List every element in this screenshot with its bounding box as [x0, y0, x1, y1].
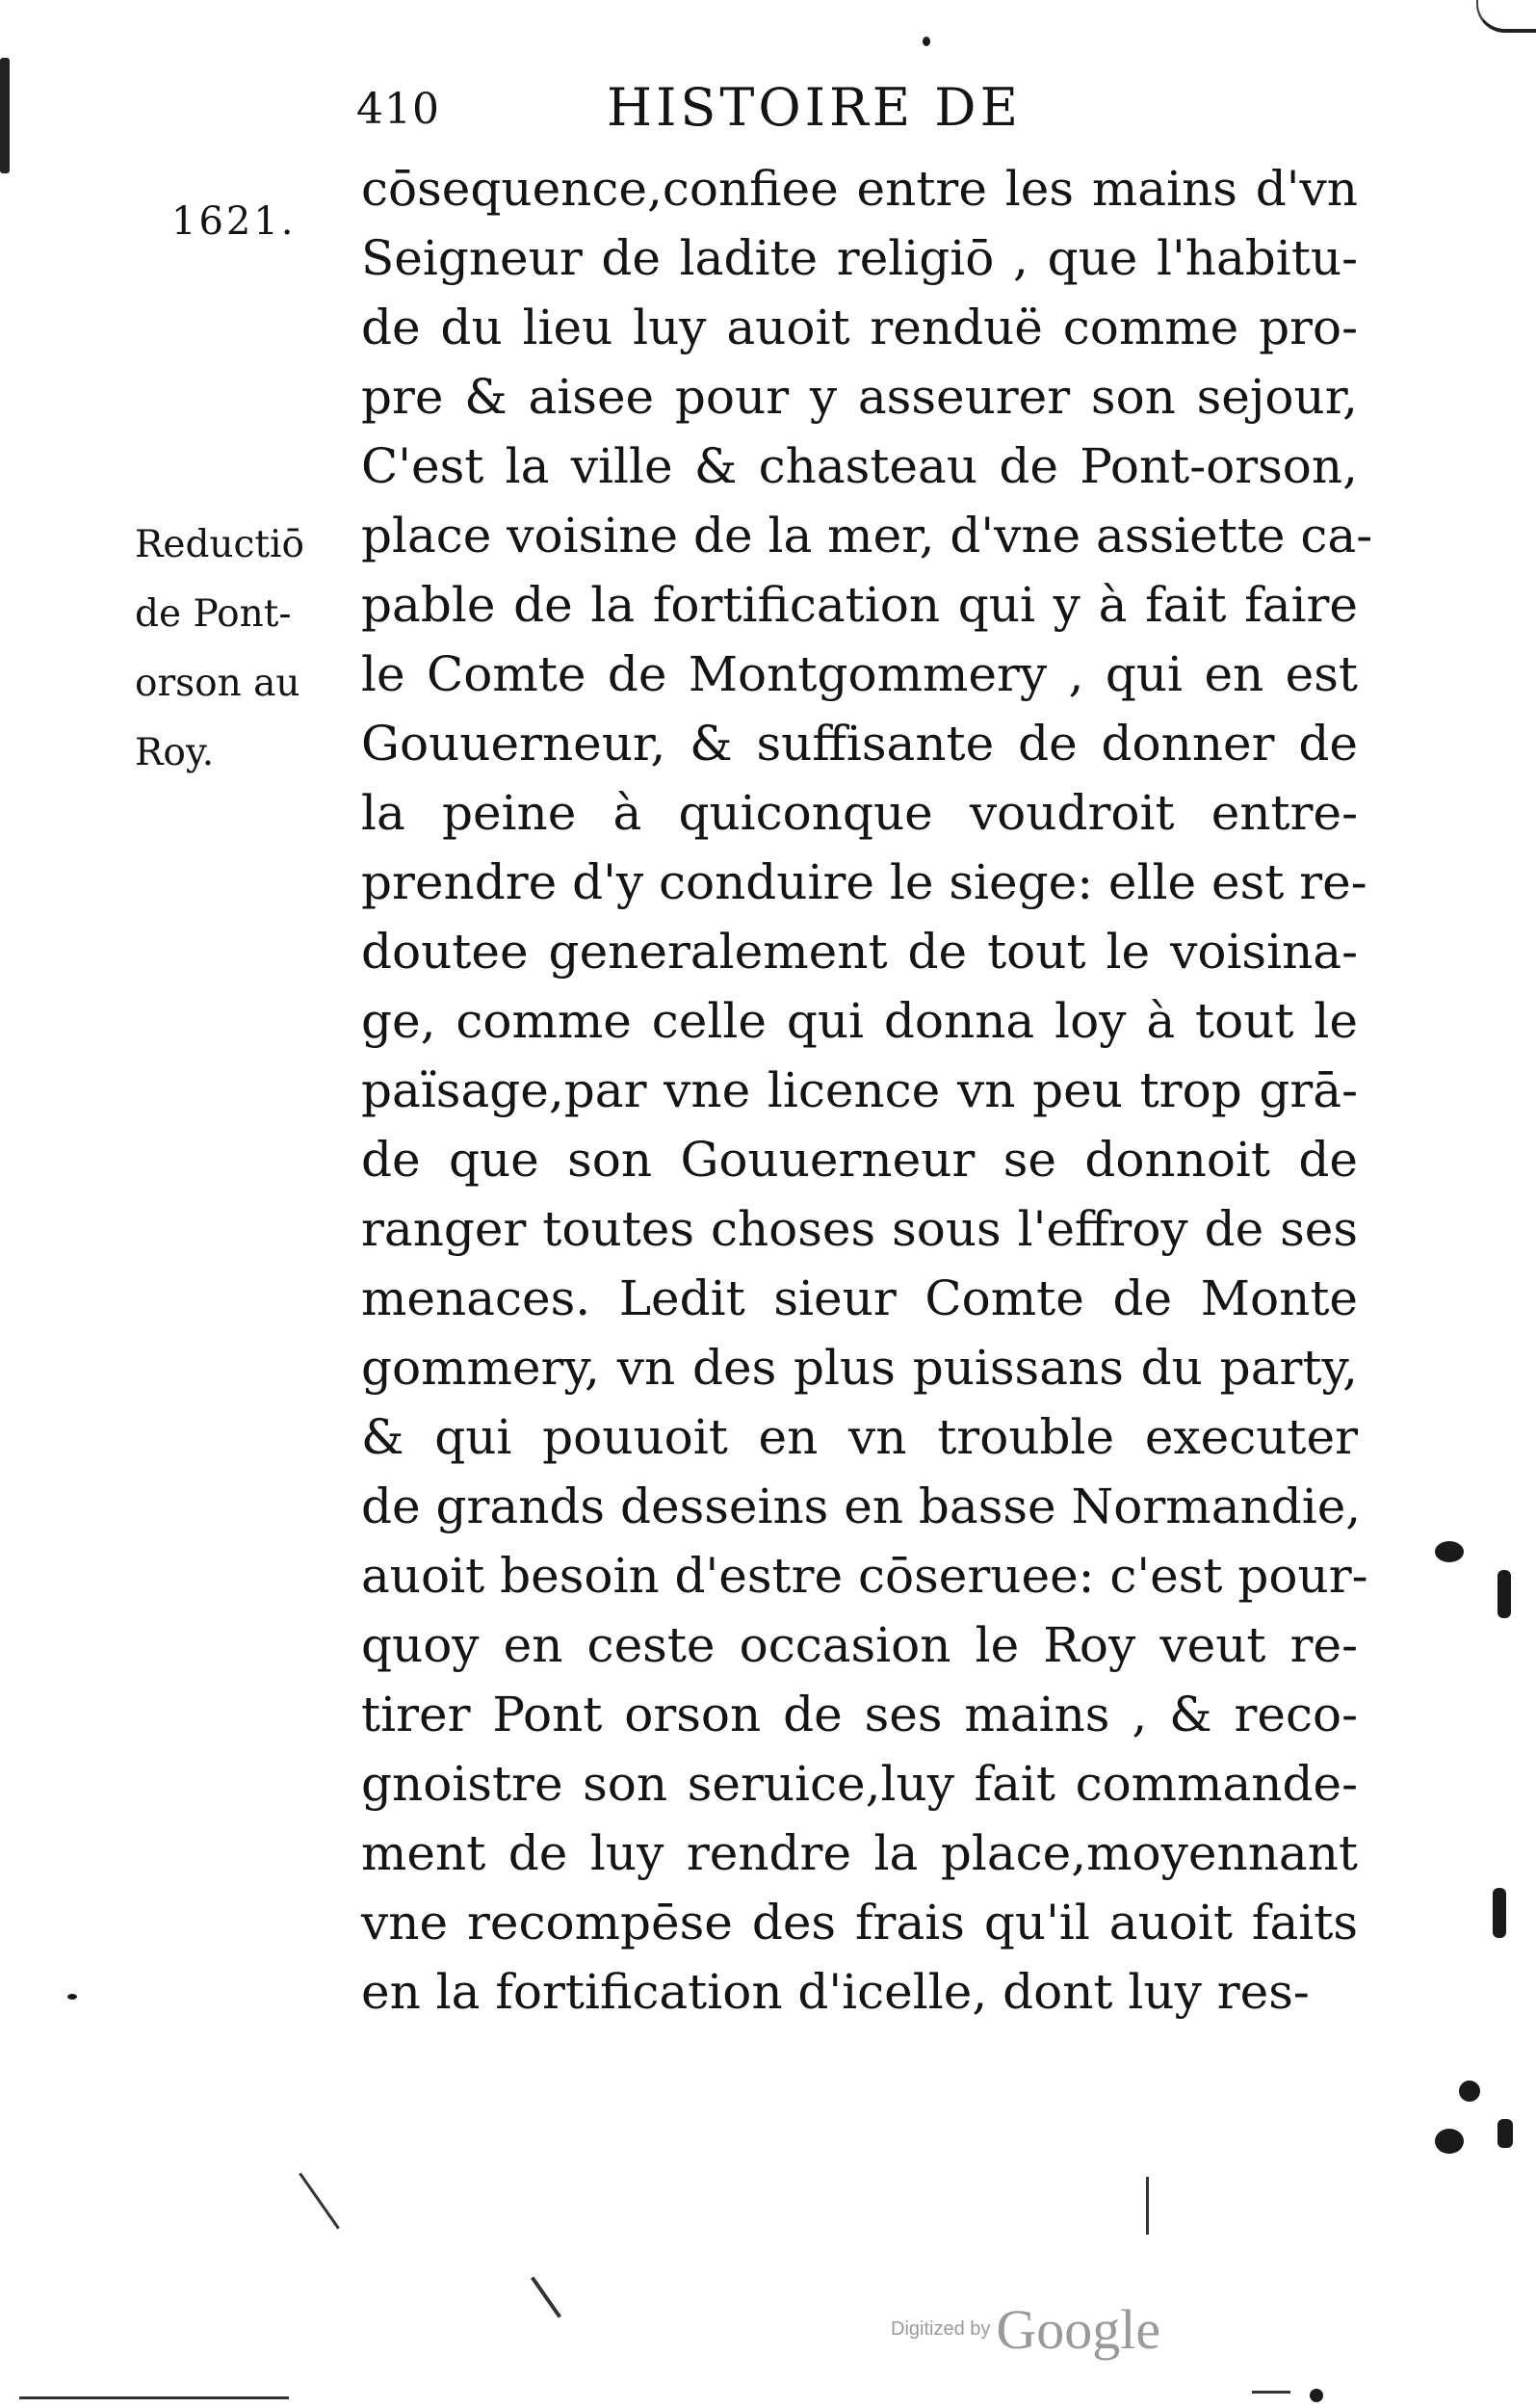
- digitized-watermark: [891, 2297, 1160, 2362]
- text-line: quoy en ceste occasion le Roy veut re-: [361, 1617, 1358, 1673]
- scan-stroke: [299, 2172, 340, 2229]
- watermark-brand: Google: [996, 2298, 1161, 2361]
- ink-speck: [67, 1994, 77, 2000]
- margin-year: 1621.: [171, 199, 297, 244]
- text-line: pable de la fortification qui y à fait faire: [361, 577, 1358, 633]
- text-line: ranger toutes choses sous l'effroy de ses: [361, 1201, 1358, 1257]
- text-line: ge, comme celle qui donna loy à tout le: [361, 993, 1358, 1049]
- ink-speck: [923, 37, 930, 46]
- body-text: [361, 154, 1373, 2027]
- text-line: & qui pouuoit en vn trouble executer: [361, 1409, 1358, 1465]
- text-line: de que son Gouuerneur se donnoit de: [361, 1132, 1358, 1188]
- text-line: menaces. Ledit sieur Comte de Monte: [361, 1270, 1358, 1326]
- text-line: Seigneur de ladite religiō , que l'habitu-: [361, 230, 1358, 286]
- ink-speck: [1497, 2119, 1513, 2148]
- text-line: doutee generalement de tout le voisina-: [361, 924, 1358, 980]
- scan-stroke: [531, 2276, 561, 2317]
- margin-note-line: Reductiō: [135, 523, 304, 566]
- ink-speck: [1493, 1888, 1506, 1938]
- ink-speck: [1497, 1570, 1511, 1618]
- margin-note-line: orson au: [135, 662, 300, 705]
- text-line: de grands desseins en basse Normandie,: [361, 1479, 1362, 1534]
- text-line: païsage,par vne licence vn peu trop grā-: [361, 1062, 1358, 1118]
- margin-note: [135, 510, 342, 788]
- page-number: 410: [356, 85, 440, 134]
- text-line: gnoistre son seruice,luy fait commande-: [361, 1756, 1358, 1812]
- scan-stroke: [1252, 2391, 1290, 2394]
- page-edge-curl: [1476, 0, 1536, 33]
- text-line: de du lieu luy auoit renduë comme pro-: [361, 300, 1358, 355]
- ink-speck: [1459, 2081, 1480, 2102]
- text-line: en la fortification d'icelle, dont luy res-: [361, 1964, 1310, 2020]
- ink-speck: [1310, 2389, 1323, 2402]
- margin-note-line: Roy.: [135, 731, 215, 774]
- text-line: ment de luy rendre la place,moyennant: [361, 1825, 1358, 1881]
- page-edge-mark: [0, 58, 10, 173]
- text-line: vne recompēse des frais qu'il auoit faits: [361, 1895, 1358, 1950]
- text-line: Gouuerneur, & suffisante de donner de: [361, 716, 1358, 772]
- ink-speck: [1435, 1541, 1464, 1562]
- bottom-scan-line: [19, 2396, 289, 2399]
- scan-stroke: [1146, 2177, 1149, 2235]
- text-line: tirer Pont orson de ses mains , & reco-: [361, 1687, 1358, 1742]
- text-line: gommery, vn des plus puissans du party,: [361, 1340, 1358, 1396]
- margin-note-line: de Pont-: [135, 592, 292, 636]
- text-line: le Comte de Montgommery , qui en est: [361, 646, 1358, 702]
- text-line: auoit besoin d'estre cōseruee: c'est pour-: [361, 1548, 1368, 1604]
- text-line: place voisine de la mer, d'vne assiette ca-: [361, 508, 1373, 563]
- text-line: prendre d'y conduire le siege: elle est re-: [361, 854, 1367, 910]
- text-line: pre & aisee pour y asseurer son sejour,: [361, 369, 1358, 425]
- watermark-prefix: Digitized by: [891, 2318, 991, 2340]
- ink-speck: [1435, 2129, 1464, 2154]
- text-line: C'est la ville & chasteau de Pont-orson,: [361, 438, 1358, 494]
- running-title: HISTOIRE DE: [607, 77, 1022, 138]
- text-line: la peine à quiconque voudroit entre-: [361, 785, 1358, 841]
- text-line: cōsequence,confiee entre les mains d'vn: [361, 161, 1358, 217]
